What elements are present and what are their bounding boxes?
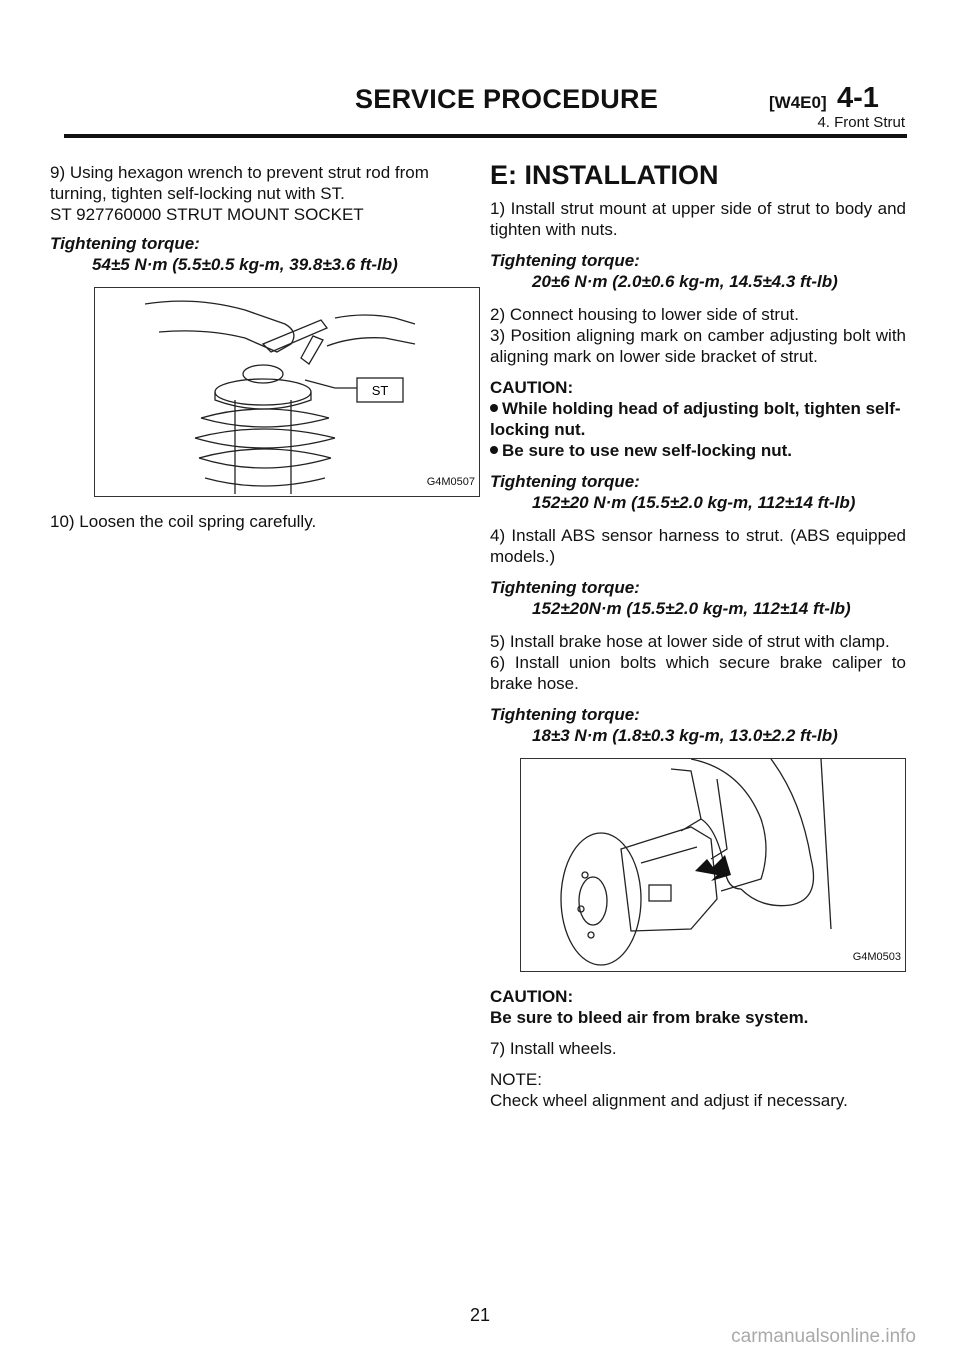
page-number: 21 [470,1305,491,1325]
step-9-line2: turning, tighten self-locking nut with ST. [50,184,345,203]
caution-item-text: While holding head of adjusting bolt, tighten self-locking nut. [490,399,901,439]
caution-item [490,398,906,440]
torque-label: Tightening torque: [490,578,640,597]
caution-title: CAUTION: [490,987,574,1006]
note-title: NOTE: [490,1070,542,1089]
right-column [490,162,906,1111]
torque-value: 20±6 N·m (2.0±0.6 kg-m, 14.5±4.3 ft-lb) [532,272,838,291]
strut-mount-figure [94,287,480,497]
watermark: carmanualsonline.info [731,1326,916,1347]
torque-label: Tightening torque: [490,251,640,270]
note-block [490,1069,906,1111]
step-7: 7) Install wheels. [490,1039,617,1058]
step-4: 4) Install ABS sensor harness to strut. (ABS equipped models.) [490,526,906,566]
step-9 [50,162,462,225]
step-2: 2) Connect housing to lower side of strut. [490,305,799,324]
step-9-tool: ST 927760000 STRUT MOUNT SOCKET [50,205,364,224]
section-number: 4-1 [837,82,879,114]
step-10: 10) Loosen the coil spring carefully. [50,512,317,531]
torque-value: 54±5 N·m (5.5±0.5 kg-m, 39.8±3.6 ft-lb) [92,255,398,274]
section-code: [W4E0] [769,93,827,112]
note-text: Check wheel alignment and adjust if necessary. [490,1091,848,1110]
brake-caliper-illustration [521,759,905,971]
torque-value: 18±3 N·m (1.8±0.3 kg-m, 13.0±2.2 ft-lb) [532,726,838,745]
caution-block [490,377,906,461]
step-1: 1) Install strut mount at upper side of strut to body and tighten with nuts. [490,199,906,239]
step-6: 6) Install union bolts which secure brake caliper to brake hose. [490,653,906,693]
step-3: 3) Position aligning mark on camber adjusting bolt with aligning mark on lower side bracket of strut. [490,326,906,366]
figure-code: G4M0507 [426,476,475,488]
caution-text: Be sure to bleed air from brake system. [490,1008,809,1027]
page-header-title: SERVICE PROCEDURE [355,84,659,114]
caution-item [490,440,906,461]
st-callout-label: ST [371,383,389,398]
header-rule [64,134,907,138]
caution-item-text: Be sure to use new self-locking nut. [502,441,792,460]
strut-mount-illustration [95,288,479,496]
bullet-icon [490,446,498,454]
figure-code: G4M0503 [852,951,901,963]
page-header-subtitle: 4. Front Strut [817,114,905,131]
step-5: 5) Install brake hose at lower side of strut with clamp. [490,632,890,651]
bullet-icon [490,404,498,412]
step-9-line1: 9) Using hexagon wrench to prevent strut rod from [50,163,429,182]
left-column [50,162,475,542]
torque-label: Tightening torque: [490,705,640,724]
torque-value: 152±20N·m (15.5±2.0 kg-m, 112±14 ft-lb) [532,599,851,618]
caution-title: CAUTION: [490,378,574,397]
section-title: E: INSTALLATION [490,160,719,190]
torque-label: Tightening torque: [490,472,640,491]
torque-value: 152±20 N·m (15.5±2.0 kg-m, 112±14 ft-lb) [532,493,856,512]
brake-caliper-figure [520,758,906,972]
torque-label: Tightening torque: [50,234,200,253]
caution-block-2 [490,986,906,1028]
